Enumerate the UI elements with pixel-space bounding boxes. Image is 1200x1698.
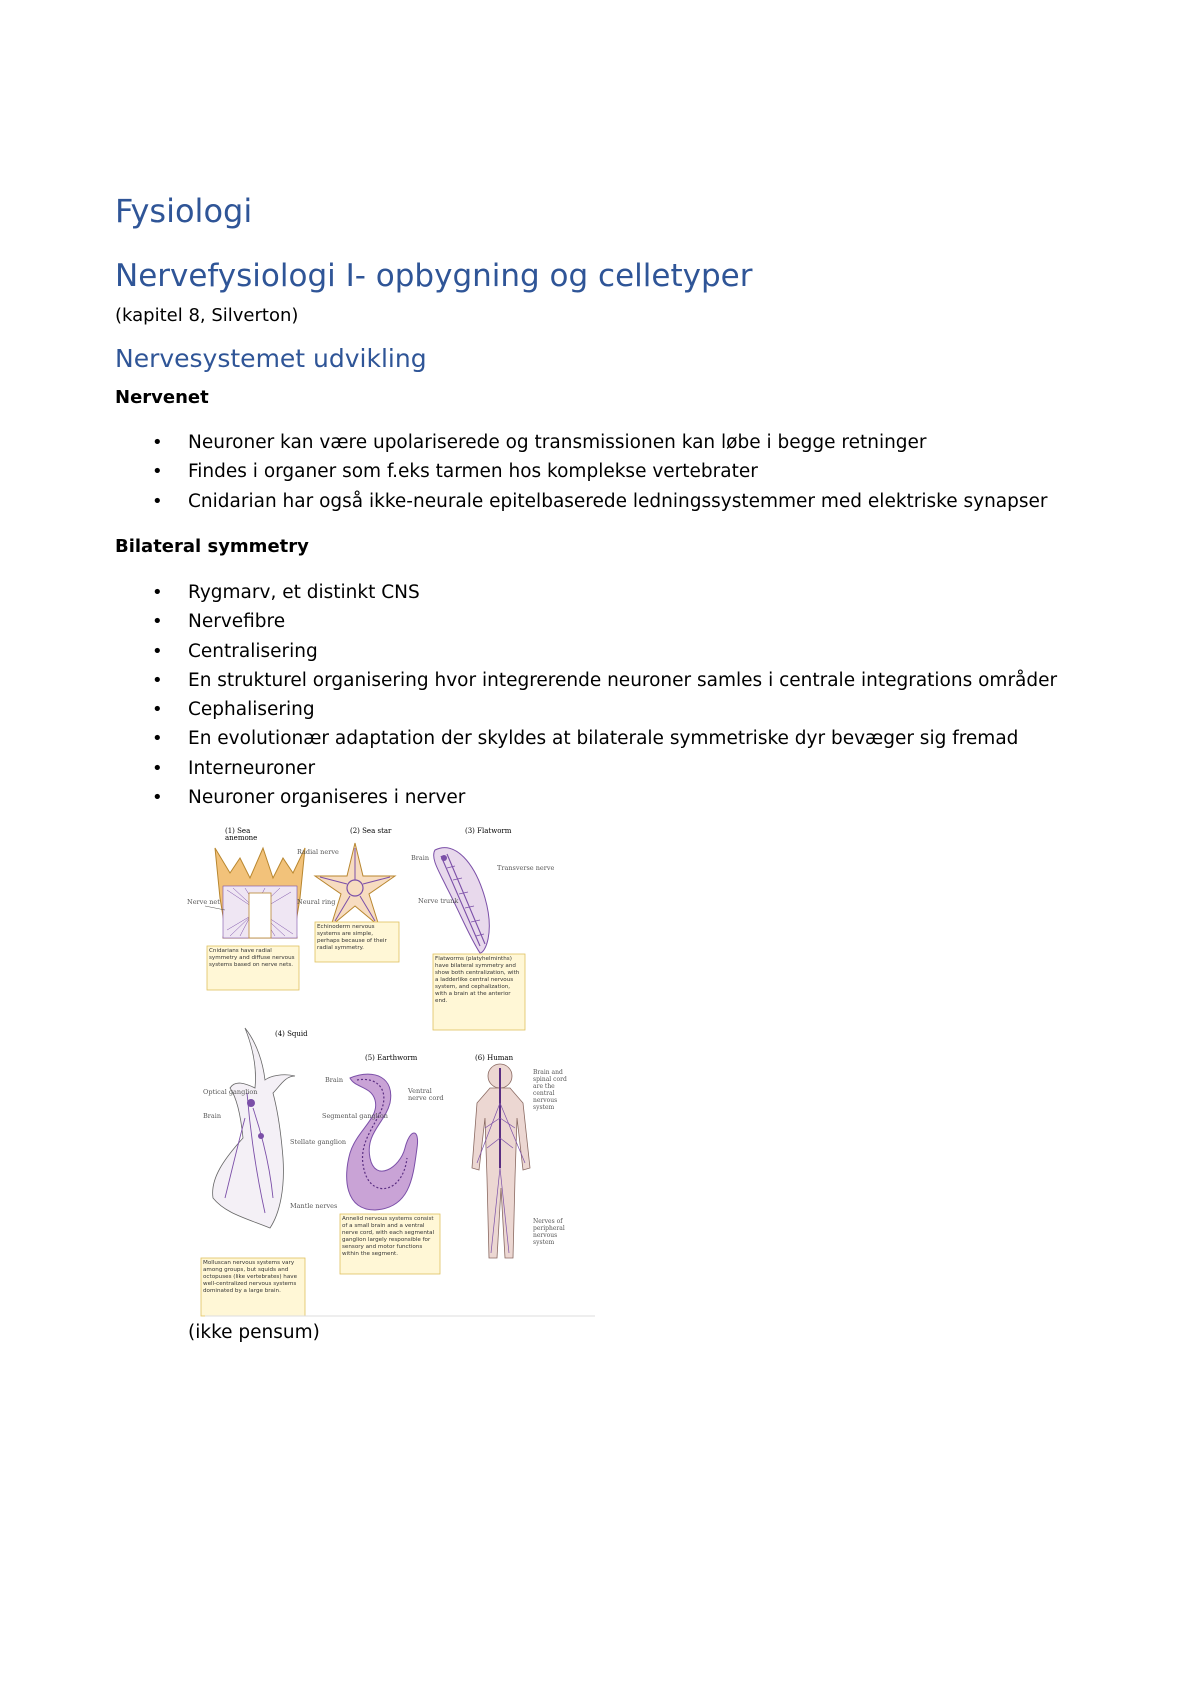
subsection-heading-nervenet: Nervenet — [115, 387, 209, 408]
panel-title-human: (6) Human — [475, 1054, 514, 1062]
squid-illustration — [213, 1028, 295, 1228]
label-nerve-net: Nerve net — [187, 898, 220, 906]
note-annelid: Annelid nervous systems consist of a small brain and a ventral nerve cord, with each segmental ganglion largely responsible for sensory and motor functions within the segment. — [340, 1214, 440, 1274]
label-nerve-trunk: Nerve trunk — [418, 897, 459, 905]
section-title: Nervesystemet udvikling — [115, 344, 427, 373]
label-brain-flatworm: Brain — [411, 854, 430, 862]
panel-title-sea-anemone: (1) Sea anemone — [225, 827, 258, 842]
source-reference: (kapitel 8, Silverton) — [115, 305, 299, 326]
nervenet-list — [140, 428, 1048, 516]
list-item: • Neuroner kan være upolariserede og transmissionen kan løbe i begge retninger — [140, 428, 1048, 457]
label-mantle-nerves: Mantle nerves — [290, 1202, 338, 1210]
label-peripheral-nerves: Nerves of peripheral nervous system — [533, 1218, 565, 1246]
nervous-system-figure — [185, 818, 595, 1318]
bilateral-list — [140, 578, 1057, 812]
list-item: • En evolutionær adaptation der skyldes at bilaterale symmetriske dyr bevæger sig fremad — [140, 724, 1057, 753]
label-stellate-ganglion: Stellate ganglion — [290, 1138, 347, 1146]
list-item: • En strukturel organisering hvor integrerende neuroner samles i centrale integrations områder — [140, 666, 1057, 695]
note-mollusc: Molluscan nervous systems vary among groups, but squids and octopuses (like vertebrates) have well-centralized nervous systems dominated by a large brain. — [201, 1258, 305, 1316]
list-item: • Cephalisering — [140, 695, 1057, 724]
note-flatworms: Flatworms (platyhelminths) have bilateral symmetry and show both centralization, with a ladderlike central nervous system, and cephalization, with a brain at the anterior end. — [433, 954, 525, 1030]
label-segmental-ganglion: Segmental ganglion — [322, 1112, 388, 1120]
figure-caption: (ikke pensum) — [188, 1322, 320, 1343]
label-radial-nerve: Radial nerve — [297, 848, 339, 856]
panel-title-squid: (4) Squid — [275, 1030, 308, 1038]
list-item: • Centralisering — [140, 637, 1057, 666]
list-item: • Nervefibre — [140, 607, 1057, 636]
earthworm-illustration — [347, 1074, 418, 1210]
human-illustration — [472, 1064, 530, 1258]
list-item: • Neuroner organiseres i nerver — [140, 783, 1057, 812]
panel-title-earthworm: (5) Earthworm — [365, 1054, 418, 1062]
subsection-heading-bilateral: Bilateral symmetry — [115, 536, 309, 557]
document-title: Fysiologi — [115, 192, 253, 230]
label-brain-spinal-cord: Brain and spinal cord are the central nervous system — [533, 1069, 567, 1111]
sea-anemone-illustration — [205, 848, 305, 938]
list-item: • Findes i organer som f.eks tarmen hos komplekse vertebrater — [140, 457, 1048, 486]
list-item: • Rygmarv, et distinkt CNS — [140, 578, 1057, 607]
note-echinoderm: Echinoderm nervous systems are simple, perhaps because of their radial symmetry. — [315, 922, 399, 962]
panel-title-flatworm: (3) Flatworm — [465, 827, 512, 835]
chapter-title: Nervefysiologi I- opbygning og celletyper — [115, 258, 753, 294]
label-brain-earthworm: Brain — [325, 1076, 344, 1084]
label-optical-ganglion: Optical ganglion — [203, 1088, 258, 1096]
note-cnidarians: Cnidarians have radial symmetry and diffuse nervous systems based on nerve nets. — [207, 946, 299, 990]
label-brain-squid: Brain — [203, 1112, 222, 1120]
panel-title-sea-star: (2) Sea star — [350, 827, 392, 835]
list-item: • Interneuroner — [140, 754, 1057, 783]
label-transverse-nerve: Transverse nerve — [497, 864, 555, 872]
label-neural-ring: Neural ring — [297, 898, 336, 906]
label-ventral-nerve-cord: Ventral nerve cord — [408, 1087, 444, 1102]
list-item: • Cnidarian har også ikke-neurale epitelbaserede ledningssystemmer med elektriske synapser — [140, 487, 1048, 516]
